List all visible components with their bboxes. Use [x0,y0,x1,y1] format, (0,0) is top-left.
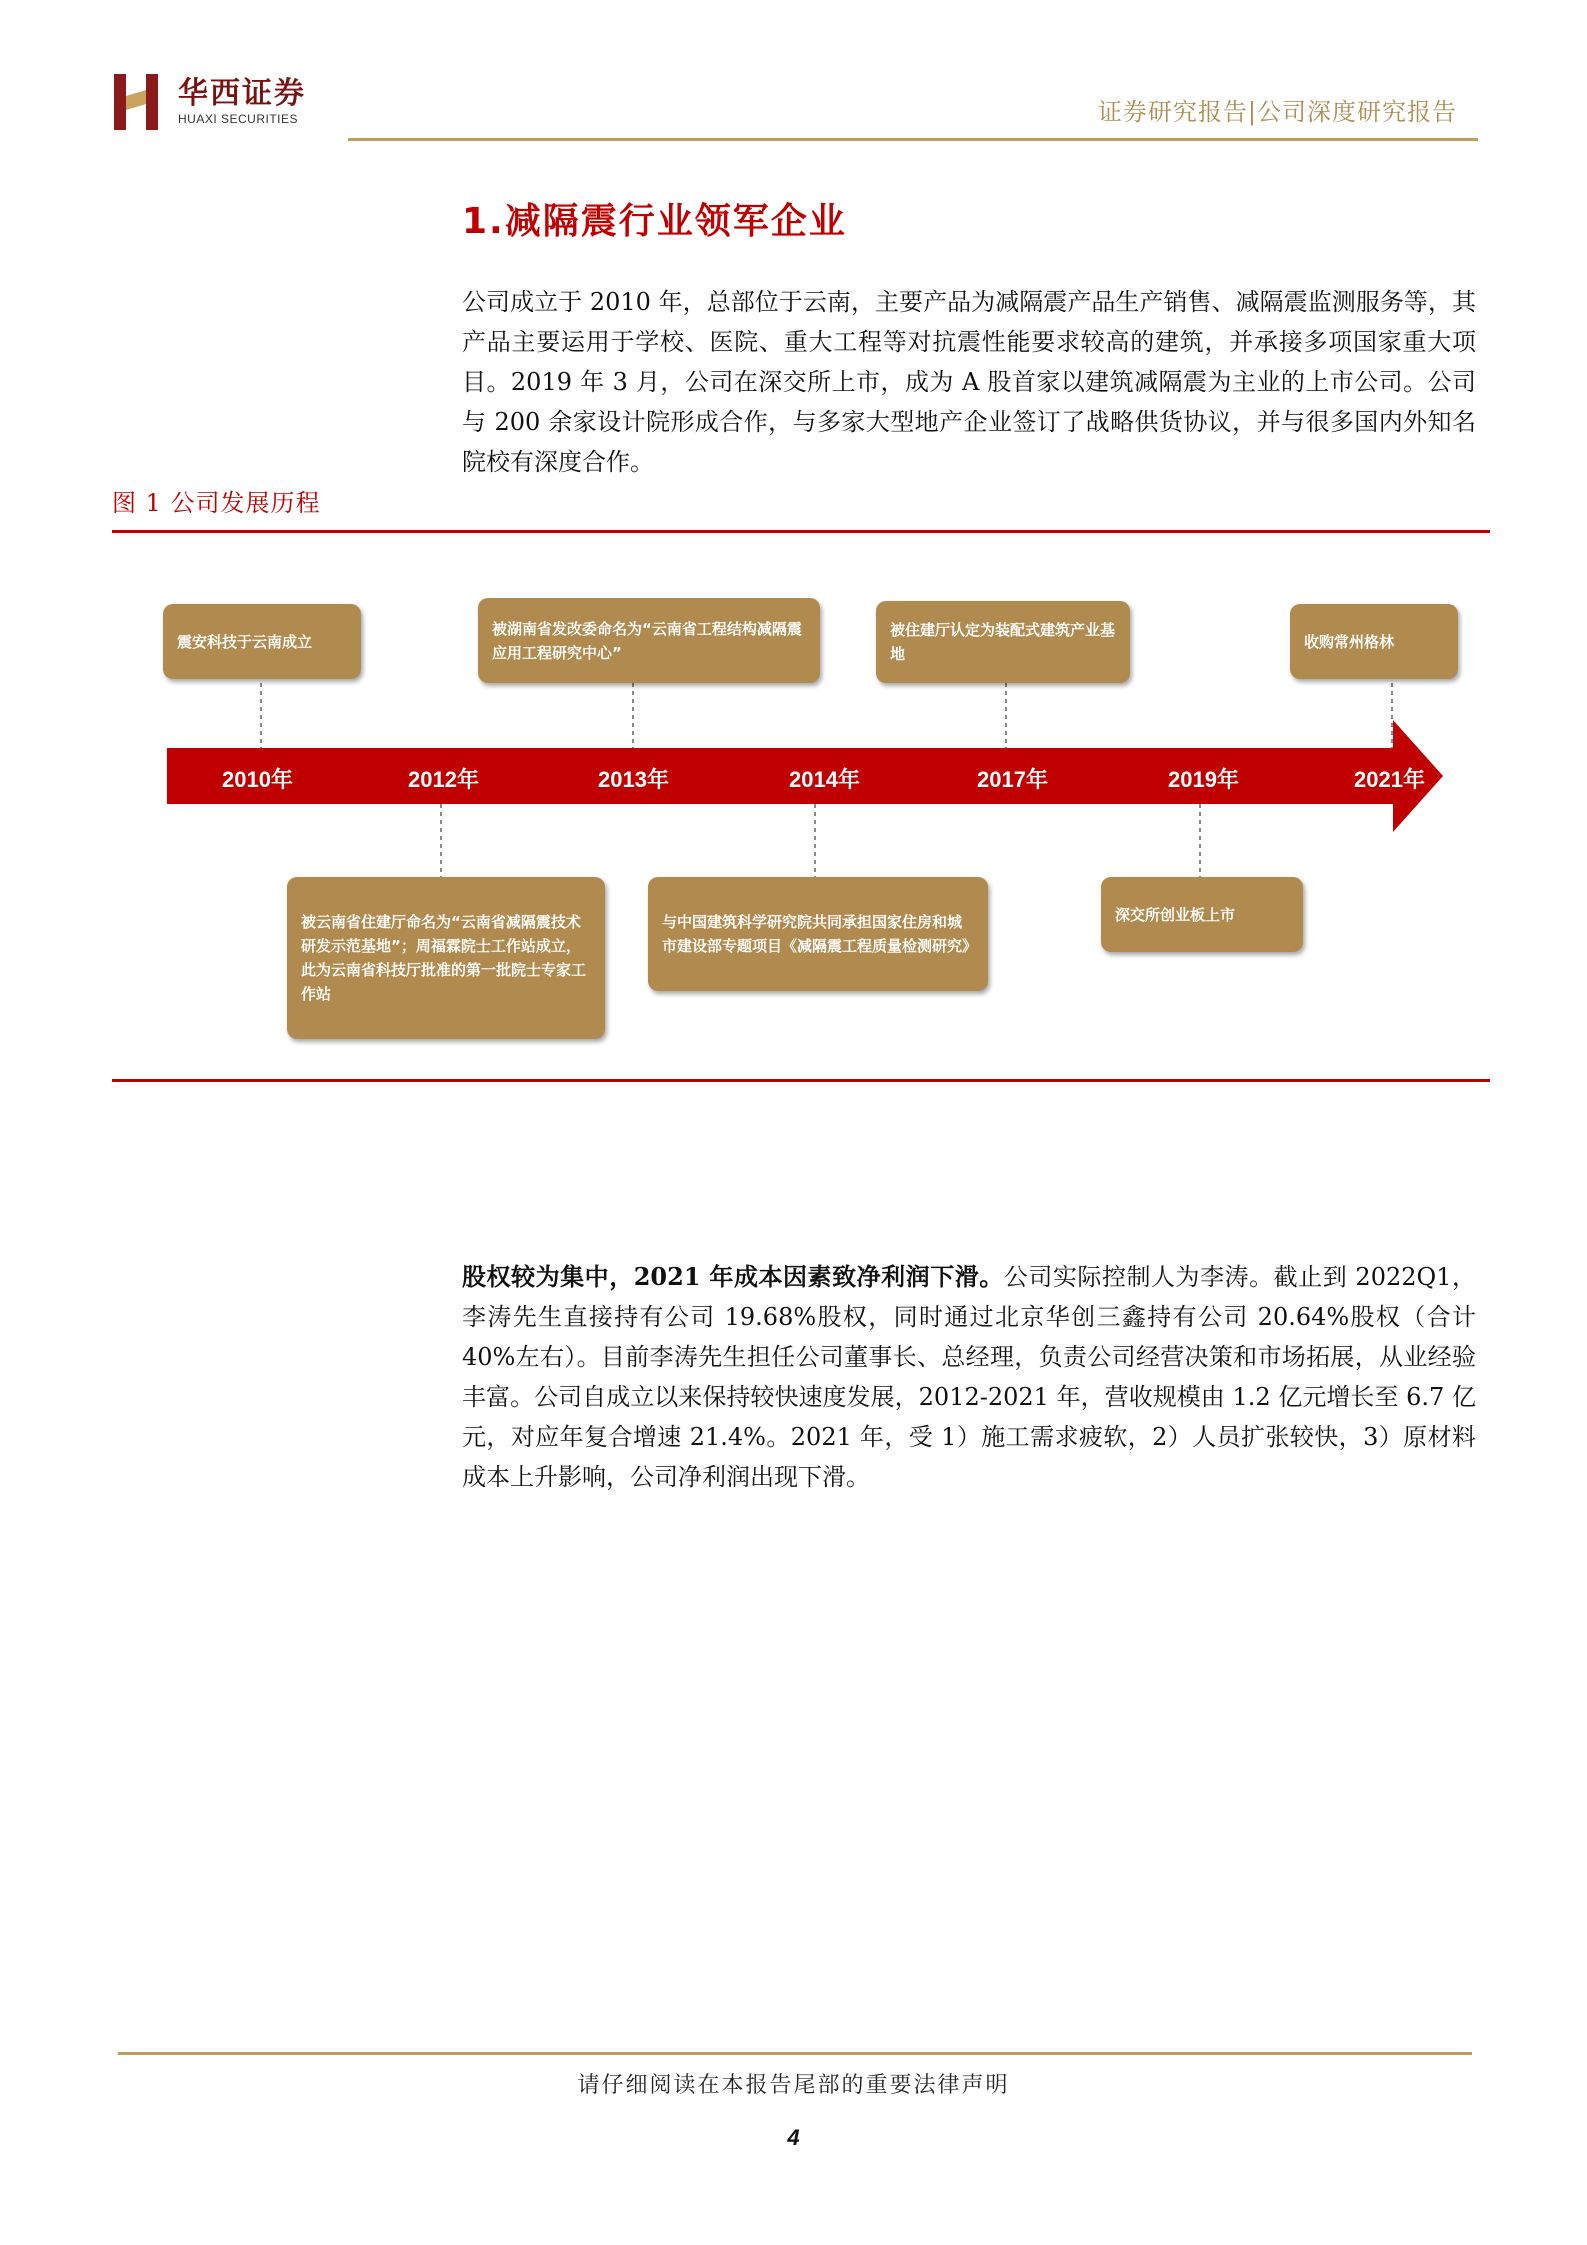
footer-divider [118,2052,1472,2055]
report-type-label: 证券研究报告|公司深度研究报告 [1097,98,1457,126]
event-text: 收购常州格林 [1304,632,1395,651]
figure-bottom-rule [112,1079,1490,1082]
logo-brand-name: 华西证券 [178,76,306,111]
event-text: 深交所创业板上市 [1115,905,1236,924]
event-text: 震安科技于云南成立 [177,632,313,651]
event-text: 被湖南省发改委命名为“云南省工程结构减隔震应用工程研究中心” [492,619,802,662]
timeline-event-2010 [163,604,361,679]
event-text: 被住建厅认定为装配式建筑产业基地 [890,621,1116,663]
year-label: 2021年 [1354,767,1425,792]
figure-caption: 图 1 公司发展历程 [112,489,321,517]
logo-brand-english: HUAXI SECURITIES [178,112,299,126]
equity-paragraph [462,1257,1476,1497]
timeline-event-2019 [1101,877,1303,952]
year-label: 2017年 [977,767,1048,792]
page-number: 4 [787,2125,800,2150]
event-text: 被云南省住建厅命名为“云南省减隔震技术研发示范基地”；周福霖院士工作站成立，此为云南省科技厅批准的第一批院士专家工作站 [301,913,587,1003]
event-text: 与中国建筑科学研究院共同承担国家住房和城市建设部专题项目《减隔震工程质量检测研究》 [662,913,978,955]
year-label: 2010年 [222,767,293,792]
year-label: 2014年 [789,767,860,792]
intro-paragraph: 公司成立于 2010 年，总部位于云南，主要产品为减隔震产品生产销售、减隔震监测服务等，其产品主要运用于学校、医院、重大工程等对抗震性能要求较高的建筑，并承接多项国家重大项目。2019 年 3 月，公司在深交所上市，成为 A 股首家以建筑减隔震为主业的上市公司。公司与 200 余家设计院形成合作，与多家大型地产企业签订了战略供货协议，并与很多国内外知名院校有深度合作。 [462,288,1476,476]
year-label: 2013年 [598,767,669,792]
timeline-event-2021 [1290,604,1458,679]
equity-body: 公司实际控制人为李涛。截止到 2022Q1，李涛先生直接持有公司 19.68%股权，同时通过北京华创三鑫持有公司 20.64%股权（合计 40%左右）。目前李涛先生担任公司董事长、总经理，负责公司经营决策和市场拓展，从业经验丰富。公司自成立以来保持较快速度发展，2012-2021 年，营收规模由 1.2 亿元增长至 6.7 亿元，对应年复合增速 21.4%。2021 年，受 1）施工需求疲软，2）人员扩张较快，3）原材料成本上升影响，公司净利润出现下滑。 [462,1263,1476,1491]
year-label: 2012年 [408,767,479,792]
timeline-event-2017 [876,601,1130,683]
equity-lead: 股权较为集中，2021 年成本因素致净利润下滑。 [462,1262,1004,1291]
timeline-event-2014 [648,877,988,991]
legal-disclaimer: 请仔细阅读在本报告尾部的重要法律声明 [577,2073,1010,2098]
year-label: 2019年 [1168,767,1239,792]
section-title: 1.减隔震行业领军企业 [462,201,847,242]
timeline-event-2012 [287,877,605,1039]
timeline-event-2013 [478,598,820,683]
